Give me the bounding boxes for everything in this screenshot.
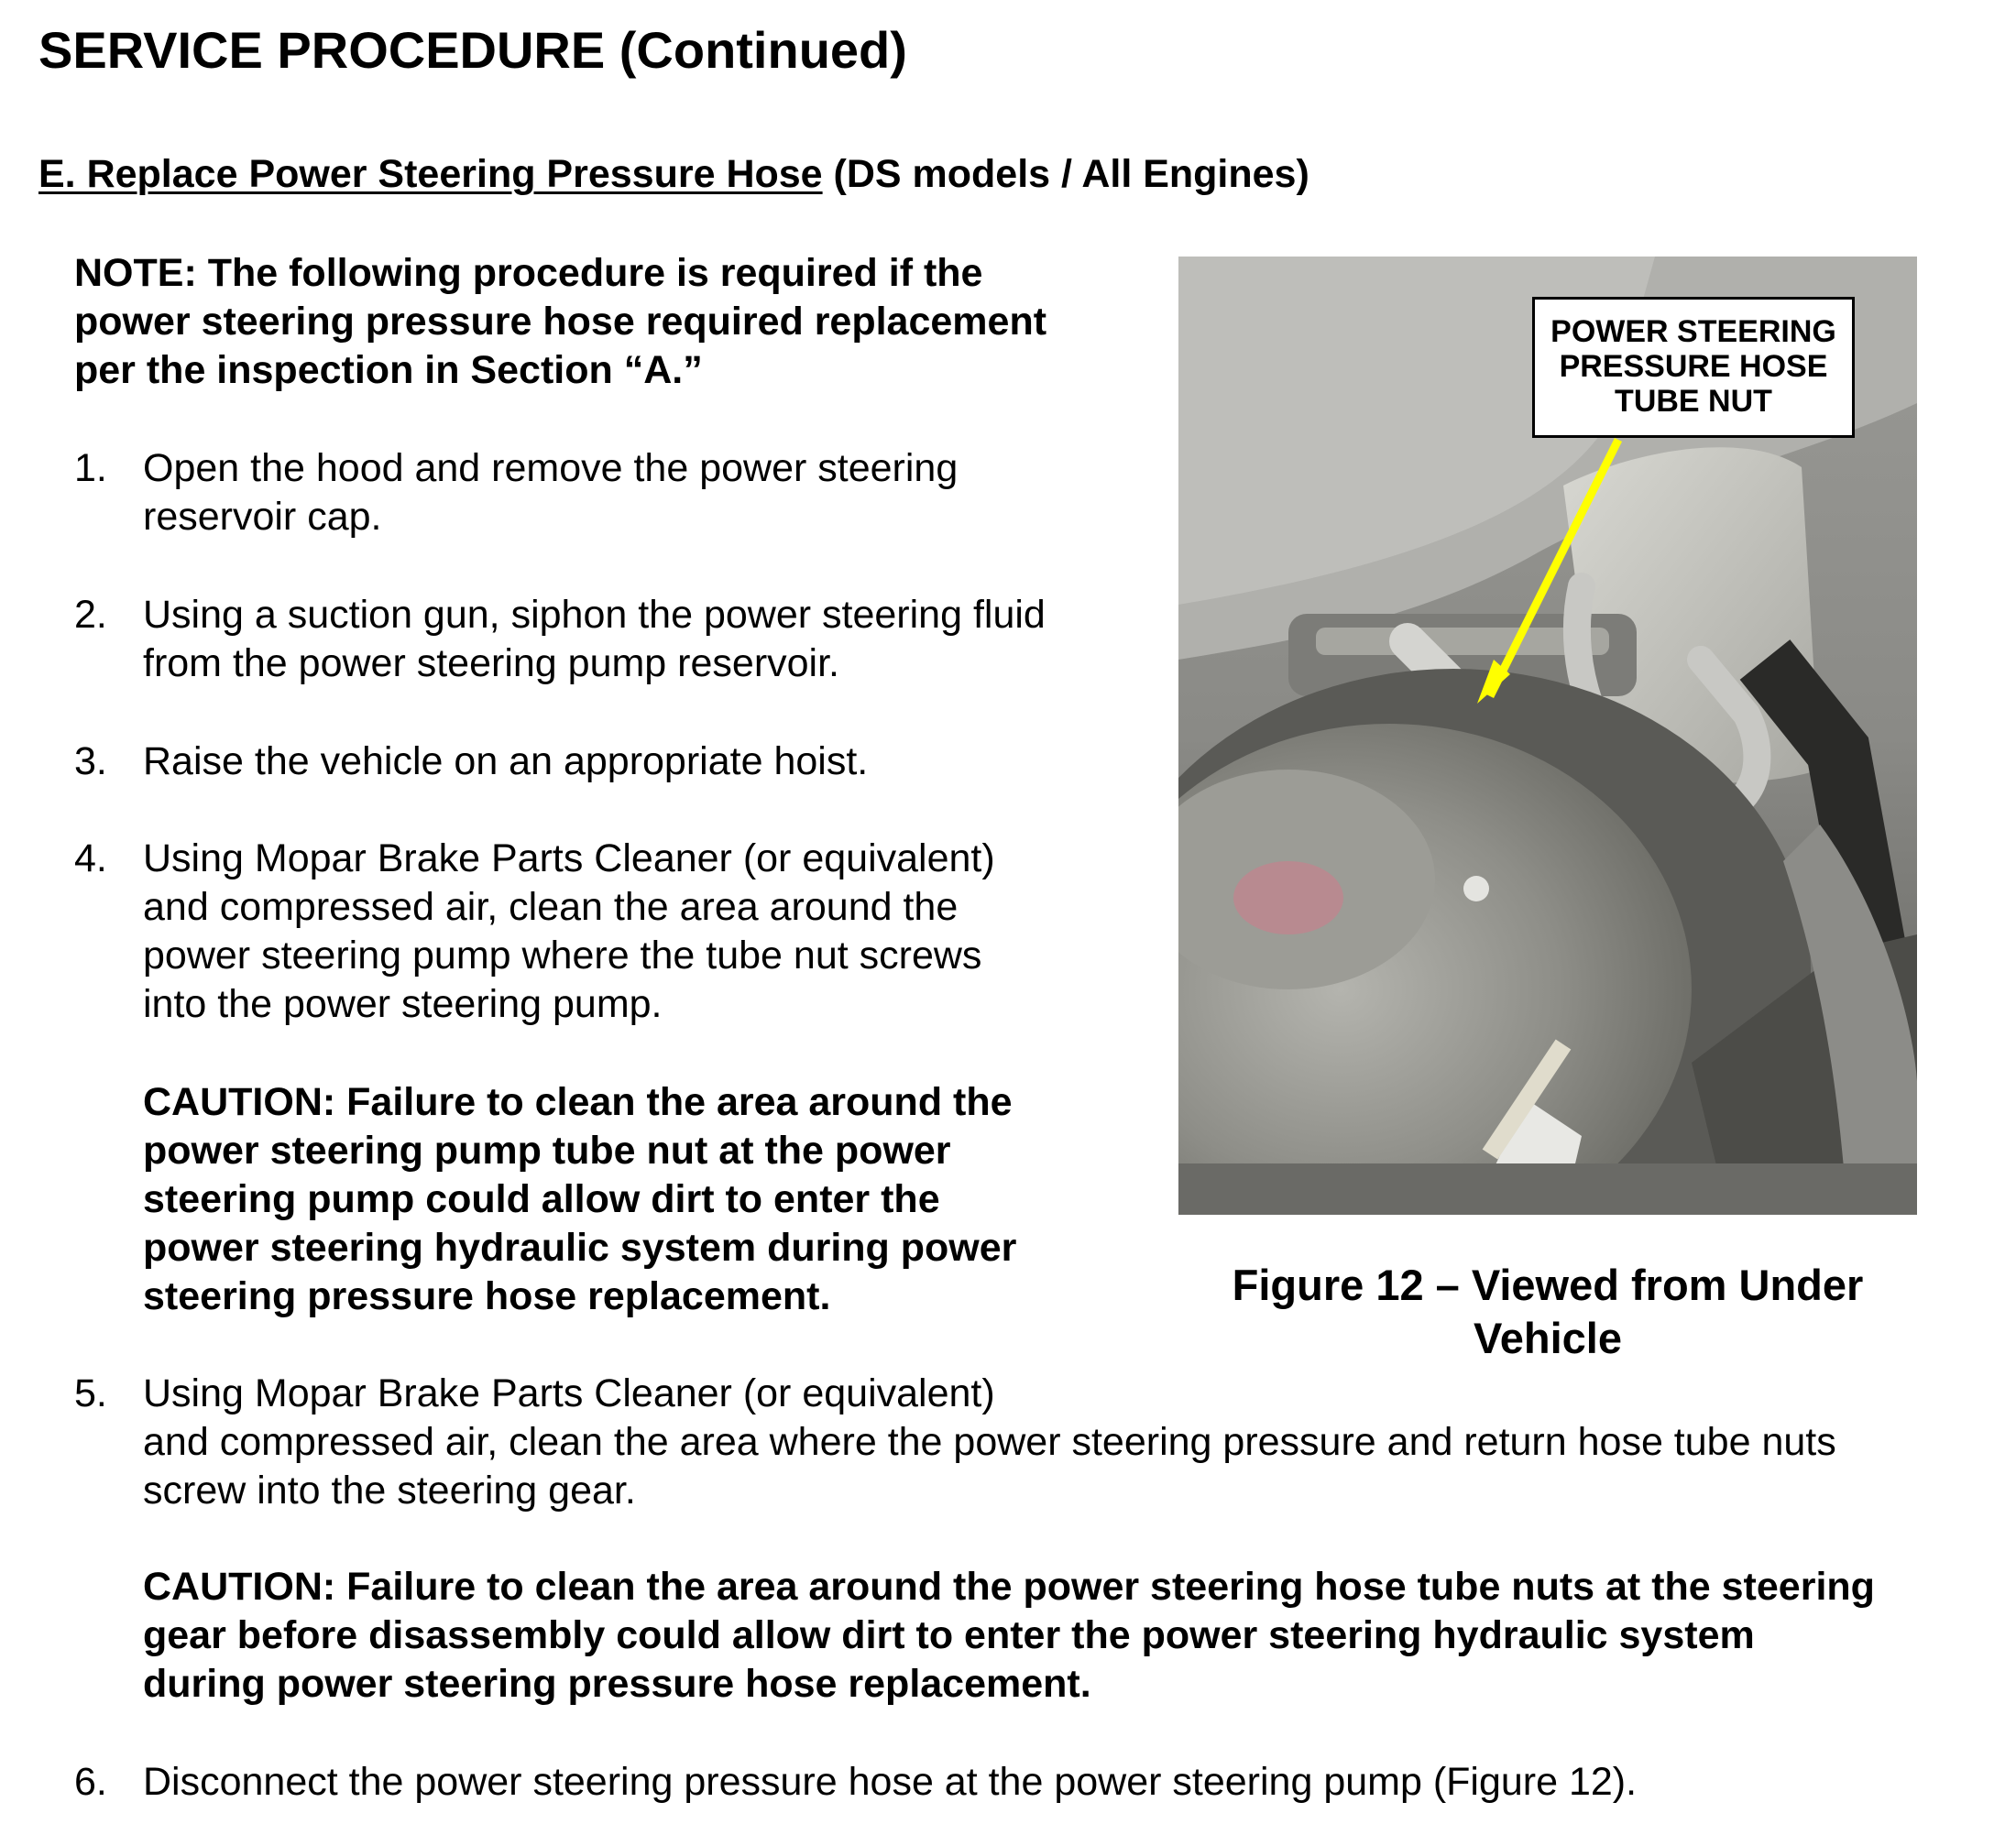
- caution-1: [143, 1078, 1151, 1321]
- step-text: [143, 835, 1114, 1029]
- step-line: reservoir cap.: [143, 495, 382, 539]
- step-line: power steering pump where the tube nut screws: [143, 934, 982, 978]
- caution-line: power steering hydraulic system during power: [143, 1226, 1017, 1270]
- step-number: 5.: [74, 1371, 107, 1415]
- section-heading-suffix: (DS models / All Engines): [822, 152, 1309, 196]
- step-line: Raise the vehicle on an appropriate hoist.: [143, 739, 869, 783]
- step-line: and compressed air, clean the area where the power steering pressure and return hose tube nuts: [143, 1420, 1836, 1464]
- section-heading: [38, 152, 1309, 197]
- caution-2: [143, 1563, 2012, 1709]
- step-number: 4.: [74, 836, 107, 880]
- section-heading-title: E. Replace Power Steering Pressure Hose: [38, 152, 823, 196]
- step-text: [143, 444, 1114, 541]
- callout-line: POWER STEERING: [1550, 314, 1836, 349]
- step-number: 2.: [74, 593, 107, 637]
- caution-line: during power steering pressure hose replacement.: [143, 1662, 1091, 1706]
- caution-line: CAUTION: Failure to clean the area around the power steering hose tube nuts at the steering: [143, 1565, 1875, 1609]
- step-text: [143, 1758, 1994, 1807]
- step-number: 1.: [74, 446, 107, 490]
- step-line: Using Mopar Brake Parts Cleaner (or equivalent): [143, 1371, 995, 1415]
- caption-line: Vehicle: [1474, 1314, 1622, 1362]
- note-line: NOTE: The following procedure is required if the: [74, 251, 983, 295]
- page-title: SERVICE PROCEDURE (Continued): [38, 21, 907, 79]
- step-line: screw into the steering gear.: [143, 1469, 636, 1513]
- caution-line: power steering pump tube nut at the power: [143, 1129, 951, 1173]
- step-number: 6.: [74, 1760, 107, 1804]
- step-text: [143, 591, 1151, 688]
- step-line: into the power steering pump.: [143, 982, 663, 1026]
- step-line: and compressed air, clean the area around the: [143, 885, 959, 929]
- step-line: Open the hood and remove the power steering: [143, 446, 959, 490]
- caption-line: Figure 12 – Viewed from Under: [1232, 1261, 1864, 1309]
- note-line: power steering pressure hose required replacement: [74, 300, 1047, 344]
- step-line: Using a suction gun, siphon the power steering fluid: [143, 593, 1046, 637]
- step-number: 3.: [74, 739, 107, 783]
- callout-line: PRESSURE HOSE: [1559, 349, 1828, 384]
- note-block: [74, 249, 1156, 395]
- step-text: [143, 737, 1114, 786]
- figure-caption: [1178, 1259, 1917, 1365]
- step-line: Using Mopar Brake Parts Cleaner (or equivalent): [143, 836, 995, 880]
- caution-line: gear before disassembly could allow dirt to enter the power steering hydraulic system: [143, 1613, 1755, 1657]
- figure-callout-label: [1532, 297, 1855, 438]
- step-line: from the power steering pump reservoir.: [143, 641, 839, 685]
- note-line: per the inspection in Section “A.”: [74, 348, 703, 392]
- callout-line: TUBE NUT: [1615, 384, 1772, 419]
- caution-line: CAUTION: Failure to clean the area around the: [143, 1080, 1013, 1124]
- caution-line: steering pressure hose replacement.: [143, 1274, 831, 1318]
- step-text: [143, 1370, 1994, 1515]
- caution-line: steering pump could allow dirt to enter the: [143, 1177, 940, 1221]
- step-line: Disconnect the power steering pressure hose at the power steering pump (Figure 12).: [143, 1760, 1638, 1804]
